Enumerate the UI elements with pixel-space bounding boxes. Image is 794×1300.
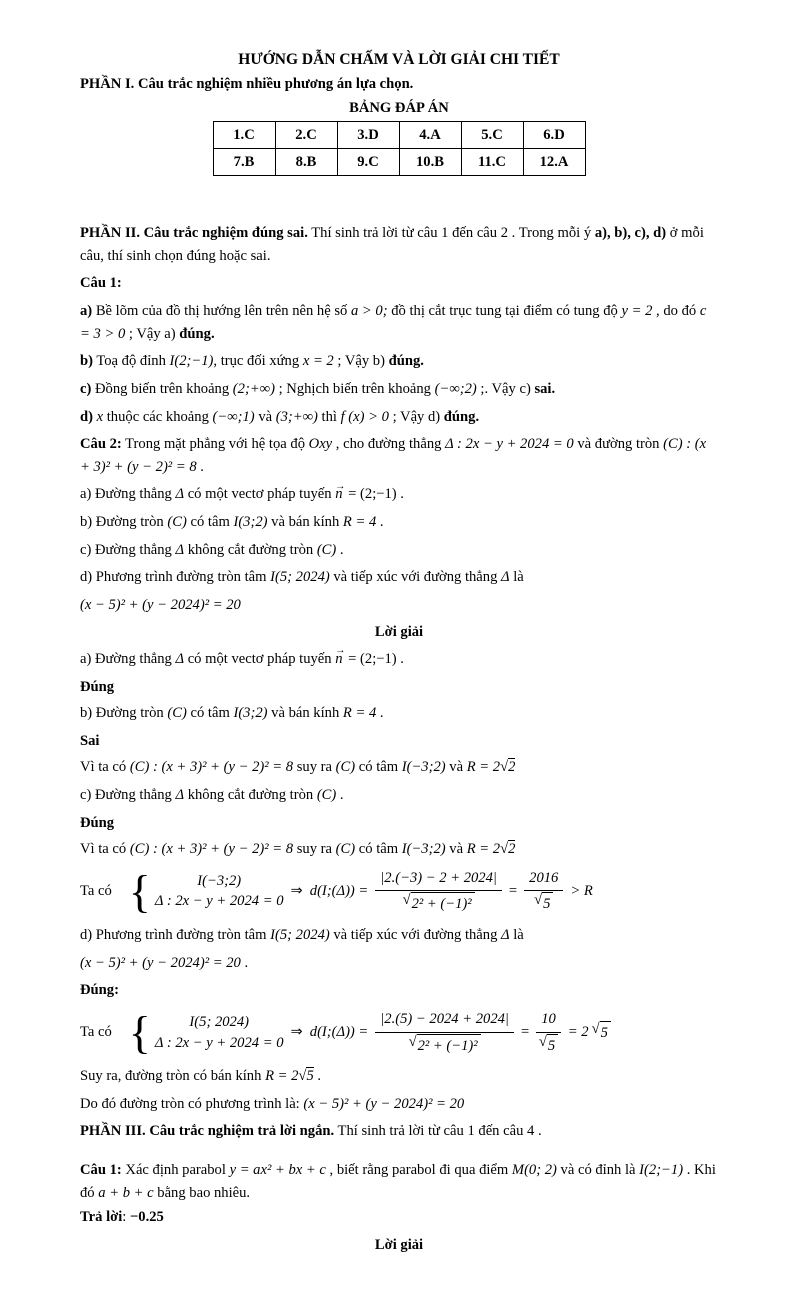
solution-d: d) Phương trình đường tròn tâm I(5; 2024) và tiếp xúc với đường thẳng Δ là xyxy=(80,927,524,944)
part3-q1-answer: Trả lời: −0.25 xyxy=(80,1209,164,1226)
distance-expression: d(I;(Δ)) = xyxy=(309,1024,369,1041)
case-center: { I(5; 2024) xyxy=(189,1014,249,1031)
solution-b-reason: Vì ta có (C) : (x + 3)² + (y − 2)² = 8 suy ra (C) có tâm I(−3;2) và R = 2√2 xyxy=(80,759,516,776)
system-brace xyxy=(129,1012,284,1053)
part2-q1-statement-d: d) x thuộc các khoảng (−∞;1) và (3;+∞) thì f (x) > 0 ; Vậy d) đúng. xyxy=(80,408,480,425)
part2-q1-statement-c: c) Đồng biến trên khoảng (2;+∞) ; Nghịch biến trên khoảng (−∞;2) ;. Vậy c) sai. xyxy=(80,380,556,397)
equals-sign: = xyxy=(508,883,518,900)
part3-heading: PHẦN III. Câu trắc nghiệm trả lời ngắn. Thí sinh trả lời từ câu 1 đến câu 4 . xyxy=(80,1123,542,1140)
comparison-tail: > R xyxy=(570,883,593,900)
solution-d-verdict: Đúng: xyxy=(80,982,119,999)
distance-fraction xyxy=(375,1008,514,1057)
answer-cell: 1.C xyxy=(213,122,275,149)
radicand: √ 5 xyxy=(547,1034,558,1058)
case-line: Δ : 2x − y + 2024 = 0 xyxy=(154,893,284,910)
answer-cell: 4.A xyxy=(399,122,461,149)
answer-cell: 5.C xyxy=(461,122,523,149)
solution-a-verdict: Đúng xyxy=(80,678,115,695)
solution-conclusion-equation: Do đó đường tròn có phương trình là: (x − 5)² + (y − 2024)² = 20 xyxy=(80,1095,465,1112)
part2-q2-statement-d-equation: (x − 5)² + (y − 2024)² = 20 xyxy=(80,596,241,613)
system-brace xyxy=(129,871,284,912)
answer-cell: 3.D xyxy=(337,122,399,149)
part2-q2-intro: Câu 2: Trong mặt phẳng với hệ tọa độ Oxy , cho đường thẳng Δ : 2x − y + 2024 = 0 và đường tròn (C) : (x + 3)² + (y − 2)² = 8 . xyxy=(80,436,707,475)
answer-table-row xyxy=(213,122,585,149)
part2-q2-statement-d: d) Phương trình đường tròn tâm I(5; 2024) và tiếp xúc với đường thẳng Δ là xyxy=(80,569,524,586)
radicand: √ 5 xyxy=(600,1021,611,1045)
system-cases xyxy=(155,871,284,912)
system-cases xyxy=(155,1012,284,1053)
answer-cell: 10.B xyxy=(399,149,461,176)
solution-c-reason: Vì ta có (C) : (x + 3)² + (y − 2)² = 8 suy ra (C) có tâm I(−3;2) và R = 2√2 xyxy=(80,841,516,858)
answer-table-title: BẢNG ĐÁP ÁN xyxy=(349,99,449,116)
solution-conclusion-radius: Suy ra, đường tròn có bán kính R = 2√5 . xyxy=(80,1068,322,1085)
answer-table xyxy=(213,121,586,176)
formula-prefix: Ta có xyxy=(80,883,112,900)
solution-c: c) Đường thẳng Δ không cắt đường tròn (C) . xyxy=(80,787,344,804)
part2-q2-statement-a: a) Đường thẳng Δ có một vectơ pháp tuyến n → = (2;−1) . xyxy=(80,483,718,506)
fraction-numerator: 2016 xyxy=(524,867,563,892)
part2-q1-statement-a: a) Bề lõm của đồ thị hướng lên trên nên hệ số a > 0; đồ thị cắt trục tung tại điểm có tung độ y = 2 , do đó c = 3 > 0 ; Vậy a) đúng. xyxy=(80,303,707,342)
result-tail: = 2 xyxy=(567,1024,589,1041)
solution-b-verdict: Sai xyxy=(80,732,100,749)
fraction-numerator: 10 xyxy=(536,1008,561,1033)
sqrt-radical xyxy=(534,892,553,916)
case-center: { I(−3;2) xyxy=(197,873,242,890)
answer-cell: 2.C xyxy=(275,122,337,149)
part2-q2-statement-b: b) Đường tròn (C) có tâm I(3;2) và bán kính R = 4 . xyxy=(80,513,384,530)
answer-cell: 8.B xyxy=(275,149,337,176)
answer-table-row xyxy=(213,149,585,176)
solution-b: b) Đường tròn (C) có tâm I(3;2) và bán kính R = 4 . xyxy=(80,705,384,722)
sqrt-radical xyxy=(592,1021,611,1045)
solution-heading: Lời giải xyxy=(374,624,424,641)
sqrt-radical xyxy=(409,1034,481,1058)
sqrt-radical xyxy=(403,892,475,916)
answer-cell: 6.D xyxy=(523,122,585,149)
part2-q1-label: Câu 1: xyxy=(80,275,122,292)
radicand: √ 2² + (−1)² xyxy=(417,1034,481,1058)
fraction-numerator: |2.(−3) − 2 + 2024| xyxy=(375,867,502,892)
distance-fraction xyxy=(375,867,502,916)
part2-q1-statement-b: b) Toạ độ đỉnh I(2;−1), trục đối xứng x = 2 ; Vậy b) đúng. xyxy=(80,353,424,370)
implies-arrow: ⇒ xyxy=(290,1024,303,1041)
answer-cell: 11.C xyxy=(461,149,523,176)
distance-formula-2 xyxy=(80,1008,718,1057)
fraction-numerator: |2.(5) − 2024 + 2024| xyxy=(375,1008,514,1033)
document-title: HƯỚNG DẪN CHẤM VÀ LỜI GIẢI CHI TIẾT xyxy=(238,51,560,68)
radicand: √ 2² + (−1)² xyxy=(411,892,475,916)
solution-c-verdict: Đúng xyxy=(80,814,115,831)
result-fraction xyxy=(524,867,563,916)
result-fraction xyxy=(536,1008,561,1057)
formula-prefix: Ta có xyxy=(80,1024,112,1041)
implies-arrow: ⇒ xyxy=(290,883,303,900)
part1-heading: PHẦN I. Câu trắc nghiệm nhiều phương án lựa chọn. xyxy=(80,76,414,93)
solution-a: a) Đường thẳng Δ có một vectơ pháp tuyến n → = (2;−1) . xyxy=(80,648,718,671)
fraction-denominator xyxy=(539,1033,558,1058)
part2-heading: PHẦN II. Câu trắc nghiệm đúng sai. Thí sinh trả lời từ câu 1 đến câu 2 . Trong mỗi ý a), b), c), d) ở mỗi câu, thí sinh chọn đúng hoặc sai. xyxy=(80,225,704,264)
part2-q2-statement-c: c) Đường thẳng Δ không cắt đường tròn (C) . xyxy=(80,541,344,558)
part3-q1-statement: Câu 1: Xác định parabol y = ax² + bx + c , biết rằng parabol đi qua điểm M(0; 2) và có đỉnh là I(2;−1) . Khi đó a + b + c bằng bao nhiêu. xyxy=(80,1161,716,1201)
answer-cell: 7.B xyxy=(213,149,275,176)
case-line: Δ : 2x − y + 2024 = 0 xyxy=(154,1034,284,1051)
radicand: √ 5 xyxy=(542,892,553,916)
sqrt-radical xyxy=(539,1034,558,1058)
distance-formula-1 xyxy=(80,867,718,916)
fraction-denominator xyxy=(403,891,475,916)
fraction-denominator xyxy=(534,891,553,916)
solution-heading: Lời giải xyxy=(374,1236,424,1253)
fraction-denominator xyxy=(409,1033,481,1058)
solution-d-equation: (x − 5)² + (y − 2024)² = 20 . xyxy=(80,954,249,971)
equals-sign: = xyxy=(520,1024,530,1041)
answer-cell: 9.C xyxy=(337,149,399,176)
distance-expression: d(I;(Δ)) = xyxy=(309,883,369,900)
answer-cell: 12.A xyxy=(523,149,585,176)
